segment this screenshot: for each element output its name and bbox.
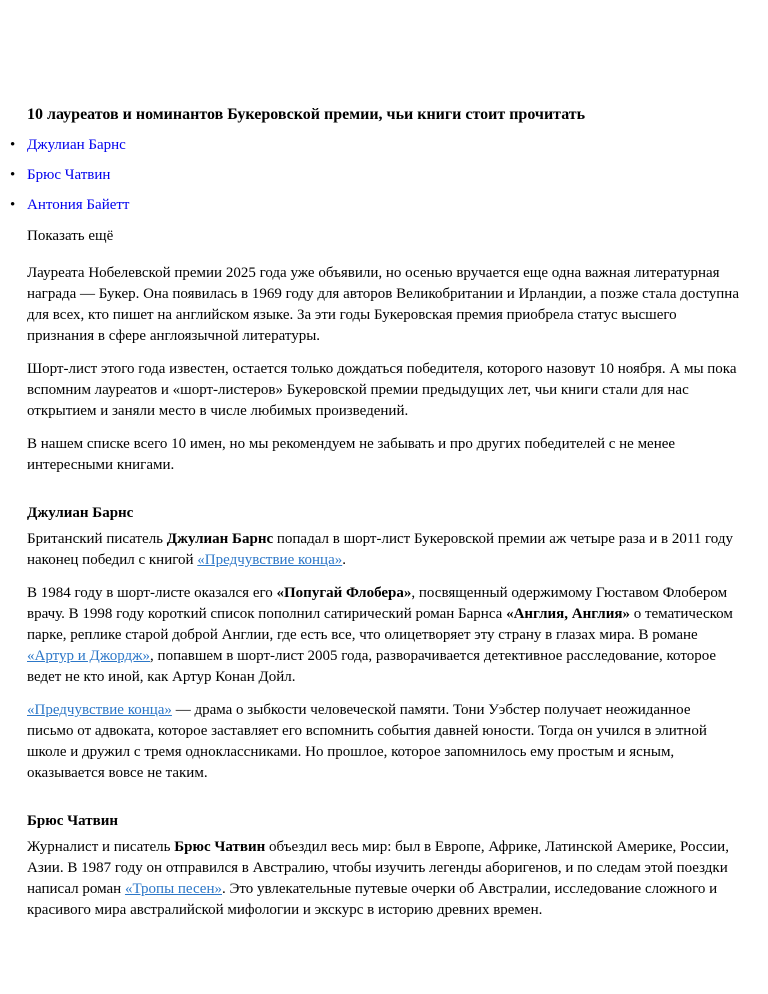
text-run: Британский писатель — [27, 531, 167, 547]
toc-link-julian-barnes[interactable]: Джулиан Барнс — [27, 137, 126, 153]
text-run: В нашем списке всего 10 имен, но мы рекомендуем не забывать и про других победителей с не менее интересными книгами. — [27, 436, 676, 473]
inline-link[interactable]: «Предчувствие конца» — [27, 702, 172, 718]
text-run: . — [342, 552, 346, 568]
text-run: Шорт-лист этого года известен, остается только дождаться победителя, которого назовут 10 ноября. А мы пока вспомним лауреатов и «шорт-листеров» Букеровской премии предыдущих лет, чьи книги стали для нас открытием и заняли место в числе любимых произведений. — [27, 361, 737, 419]
text-run: о тематическом парке, реплике старой доброй Англии, где есть все, что олицетворяет эту страну в глазах мира. В романе — [27, 606, 733, 643]
toc-list — [27, 135, 740, 216]
section-heading: Джулиан Барнс — [27, 505, 134, 521]
bold-text: Брюс Чатвин — [174, 839, 266, 855]
text-run: Журналист и писатель — [27, 839, 175, 855]
page-title: 10 лауреатов и номинантов Букеровской премии, чьи книги стоит прочитать — [27, 106, 586, 123]
bold-text: Джулиан Барнс — [166, 531, 274, 547]
bold-text: «Попугай Флобера» — [276, 585, 412, 601]
text-run: — драма о зыбкости человеческой памяти. Тони Уэбстер получает неожиданное письмо от адвоката, которое заставляет его вспомнить события давней юности. Тогда он учился в элитной школе и дружил с тремя одноклассниками. Но прошлое, которое запомнилось ему простым и ясным, оказывается вовсе не таким. — [27, 702, 707, 781]
toc-link-bruce-chatwin[interactable]: Брюс Чатвин — [27, 167, 111, 183]
show-more-button[interactable]: Показать ещё — [27, 228, 114, 244]
text-run: попадал в шорт-лист Букеровской премии аж четыре раза и в 2011 году наконец победил с книгой — [27, 531, 733, 568]
text-run: , попавшем в шорт-лист 2005 года, разворачивается детективное расследование, которое ведет не кто иной, как Артур Конан Дойл. — [27, 648, 717, 685]
text-run: Лауреата Нобелевской премии 2025 года уже объявили, но осенью вручается еще одна важная литературная награда — Букер. Она появилась в 1969 году для авторов Великобритании и Ирландии, а позже стала доступна для всех, кто пишет на английском языке. За эти годы Букеровская премия приобрела статус высшего признания в сфере англоязычной литературы. — [27, 265, 739, 344]
paragraph — [27, 529, 740, 571]
text-run: В 1984 году в шорт-листе оказался его — [27, 585, 277, 601]
paragraph — [27, 359, 740, 422]
paragraph — [27, 583, 740, 688]
inline-link[interactable]: «Предчувствие конца» — [197, 552, 343, 568]
toc-item — [27, 165, 740, 186]
toc-item — [27, 135, 740, 156]
show-more-row — [27, 226, 740, 247]
text-run: объездил весь мир: был в Европе, Африке, Латинской Америке, России, Азии. В 1987 году он отправился в Австралию, чтобы изучить легенды аборигенов, и по следам этой поездки написал роман — [27, 839, 729, 897]
text-run: , посвященный одержимому Гюставом Флобером врачу. В 1998 году короткий список пополнил сатирический роман Барнса — [27, 585, 728, 622]
inline-link[interactable]: «Тропы песен» — [124, 881, 222, 897]
paragraph — [27, 263, 740, 347]
paragraph — [27, 700, 740, 784]
toc-item — [27, 195, 740, 216]
text-run: . Это увлекательные путевые очерки об Австралии, исследование сложного и красивого мира австралийской мифологии и экскурс в историю древних времен. — [27, 881, 718, 918]
section-heading: Брюс Чатвин — [27, 813, 119, 829]
toc-link-antonia-byatt[interactable]: Антония Байетт — [27, 197, 130, 213]
inline-link[interactable]: «Артур и Джордж» — [27, 648, 151, 664]
article-body — [27, 263, 740, 921]
bold-text: «Англия, Англия» — [506, 606, 630, 622]
paragraph — [27, 837, 740, 921]
paragraph — [27, 434, 740, 476]
